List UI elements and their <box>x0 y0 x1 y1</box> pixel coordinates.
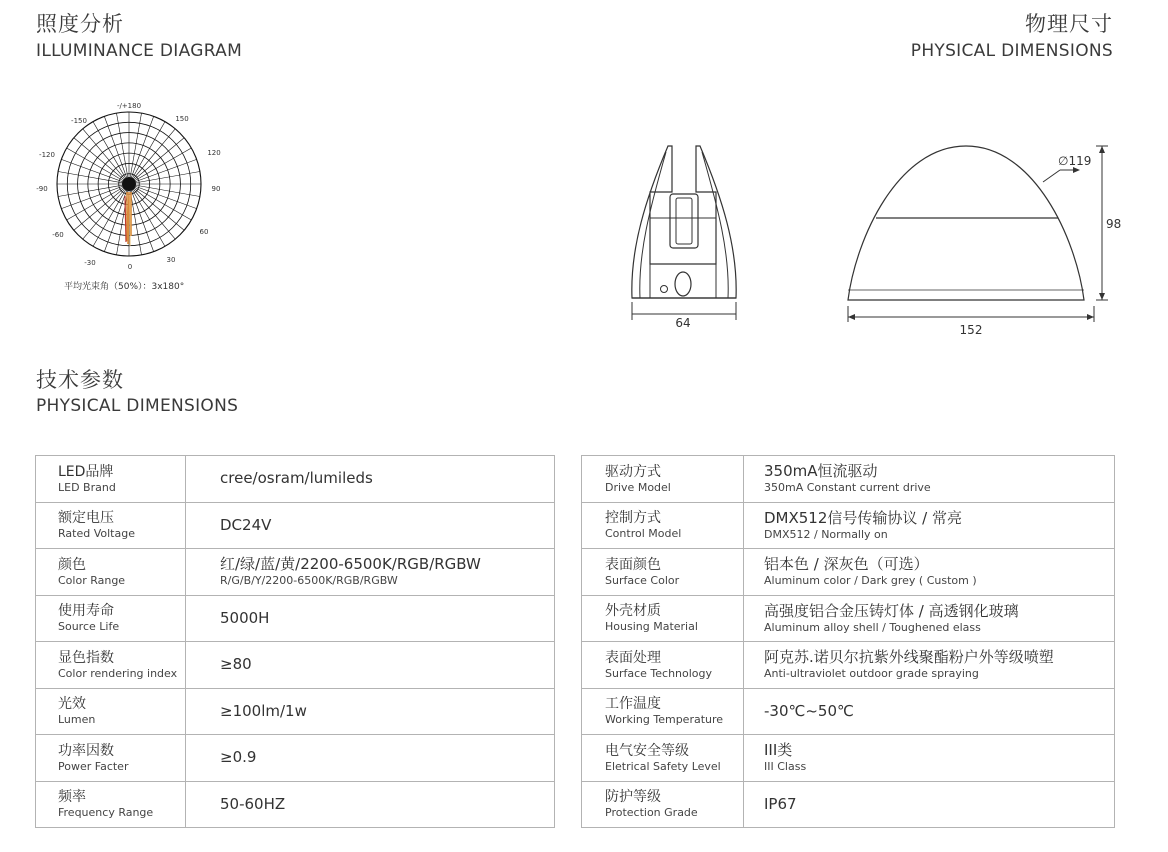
spec-table-right <box>581 455 1115 828</box>
spec-label-cn: 颜色 <box>58 556 86 573</box>
spec-label-cn: 频率 <box>58 789 86 806</box>
spec-value-en: Aluminum alloy shell / Toughened elass <box>764 620 981 634</box>
spec-label-cn: 电气安全等级 <box>605 742 689 759</box>
spec-label-en: Drive Model <box>605 480 671 494</box>
angle-label: -120 <box>39 151 55 159</box>
spec-value-cell <box>186 595 555 642</box>
spec-label-en: Protection Grade <box>605 806 698 820</box>
angle-label: -60 <box>52 231 64 239</box>
spec-value-cell <box>186 642 555 689</box>
spec-value-cell <box>744 688 1115 735</box>
spec-label-cell <box>582 595 744 642</box>
spec-label-en: Surface Color <box>605 573 680 587</box>
spec-label-cell <box>36 781 186 828</box>
spec-label-en: Control Model <box>605 527 682 541</box>
spec-value: ≥0.9 <box>220 748 257 767</box>
spec-label-cn: 防护等级 <box>605 789 661 806</box>
spec-value: DC24V <box>220 515 272 534</box>
spec-label-cell <box>582 735 744 782</box>
angle-label: 150 <box>175 115 189 123</box>
spec-value-cell <box>186 688 555 735</box>
angle-label: 60 <box>199 228 209 236</box>
spec-row <box>36 595 555 642</box>
spec-value-cell <box>186 549 555 596</box>
spec-label-cell <box>582 688 744 735</box>
angle-label: -/+180 <box>116 102 142 110</box>
spec-value: 高强度铝合金压铸灯体 / 高透钢化玻璃 <box>764 601 1019 620</box>
tech-title-en: PHYSICAL DIMENSIONS <box>36 396 239 416</box>
spec-label-en: Eletrical Safety Level <box>605 759 721 773</box>
dim-diameter-label: ∅119 <box>1058 154 1092 168</box>
spec-row <box>36 549 555 596</box>
spec-label-cn: 工作温度 <box>605 696 661 713</box>
angle-label: -90 <box>36 185 48 193</box>
spec-value: 铝本色 / 深灰色（可选） <box>764 555 929 574</box>
spec-label-cell <box>36 735 186 782</box>
angle-label: 90 <box>211 185 221 193</box>
spec-label-cn: 表面处理 <box>605 649 661 666</box>
spec-label-cell <box>582 642 744 689</box>
polar-grid <box>57 112 201 256</box>
illuminance-title-cn: 照度分析 <box>36 12 124 36</box>
spec-row <box>582 781 1115 828</box>
spec-label-cell <box>582 502 744 549</box>
beam-angle-caption: 平均光束角（50%）：3x180° <box>64 282 185 292</box>
spec-value-cell <box>186 456 555 503</box>
side-view-drawing <box>624 138 744 338</box>
spec-value: III类 <box>764 741 793 760</box>
spec-value-en: III Class <box>764 760 807 774</box>
spec-label-en: Power Facter <box>58 759 129 773</box>
spec-value: 5000H <box>220 608 270 627</box>
spec-value: -30℃~50℃ <box>764 701 854 720</box>
spec-label-en: Lumen <box>58 713 96 727</box>
dim-width-label: 64 <box>675 316 691 330</box>
spec-label-cell <box>36 642 186 689</box>
spec-label-en: Working Temperature <box>605 713 724 727</box>
spec-label-cn: 驱动方式 <box>605 463 661 480</box>
spec-value: cree/osram/lumileds <box>220 469 373 488</box>
spec-label-en: Housing Material <box>605 620 698 634</box>
spec-value-cell <box>186 781 555 828</box>
spec-value: 350mA恒流驱动 <box>764 462 878 481</box>
spec-value-cell <box>744 735 1115 782</box>
spec-label-cn: 显色指数 <box>58 649 114 666</box>
angle-label: 0 <box>127 263 133 271</box>
spec-row <box>582 735 1115 782</box>
angle-label: -30 <box>84 259 96 267</box>
illuminance-title-en: ILLUMINANCE DIAGRAM <box>36 41 243 61</box>
spec-value: IP67 <box>764 794 797 813</box>
spec-label-en: Rated Voltage <box>58 527 135 541</box>
spec-label-cell <box>582 456 744 503</box>
spec-value-en: 350mA Constant current drive <box>764 481 931 495</box>
spec-row <box>582 549 1115 596</box>
spec-label-en: Surface Technology <box>605 666 713 680</box>
illuminance-polar-diagram <box>34 96 234 296</box>
spec-row <box>582 595 1115 642</box>
spec-label-en: LED Brand <box>58 480 116 494</box>
angle-label: -150 <box>71 117 87 125</box>
spec-row <box>36 502 555 549</box>
spec-table-left <box>35 455 555 828</box>
angle-label: 30 <box>166 256 176 264</box>
polar-hub <box>122 177 136 191</box>
spec-value: ≥100lm/1w <box>220 701 307 720</box>
spec-value: 阿克苏.诺贝尔抗紫外线聚酯粉户外等级喷塑 <box>764 648 1054 667</box>
spec-label-cn: 表面颜色 <box>605 556 661 573</box>
spec-value-cell <box>744 595 1115 642</box>
spec-value-en: Aluminum color / Dark grey ( Custom ) <box>764 574 977 588</box>
spec-label-en: Color Range <box>58 573 126 587</box>
spec-label-cn: 使用寿命 <box>58 603 114 620</box>
spec-row <box>36 735 555 782</box>
spec-value-cell <box>744 549 1115 596</box>
spec-value-cell <box>744 456 1115 503</box>
spec-value-cell <box>744 781 1115 828</box>
physical-title-en: PHYSICAL DIMENSIONS <box>910 41 1113 61</box>
spec-label-cn: 控制方式 <box>605 510 661 527</box>
spec-row <box>582 456 1115 503</box>
spec-value-cell <box>186 735 555 782</box>
spec-label-cn: 外壳材质 <box>605 603 661 620</box>
spec-label-cn: 光效 <box>58 696 86 713</box>
spec-label-cell <box>36 688 186 735</box>
spec-label-cn: LED品牌 <box>58 463 114 480</box>
spec-label-cell <box>36 502 186 549</box>
spec-value: 50-60HZ <box>220 794 286 813</box>
spec-value-cell <box>744 642 1115 689</box>
spec-row <box>582 642 1115 689</box>
spec-row <box>582 688 1115 735</box>
spec-value-cell <box>744 502 1115 549</box>
spec-value: DMX512信号传输协议 / 常亮 <box>764 508 962 527</box>
front-view-drawing <box>838 138 1138 338</box>
spec-label-cn: 额定电压 <box>58 510 114 527</box>
spec-label-cell <box>582 781 744 828</box>
spec-row <box>582 502 1115 549</box>
angle-label: 120 <box>207 149 221 157</box>
spec-label-cn: 功率因数 <box>58 742 114 759</box>
spec-row <box>36 456 555 503</box>
spec-value-en: DMX512 / Normally on <box>764 527 888 541</box>
tech-title-cn: 技术参数 <box>36 368 124 392</box>
spec-label-cell <box>36 595 186 642</box>
spec-row <box>36 688 555 735</box>
spec-label-en: Source Life <box>58 620 120 634</box>
spec-value-en: Anti-ultraviolet outdoor grade spraying <box>764 667 979 681</box>
spec-label-cell <box>582 549 744 596</box>
spec-value-en: R/G/B/Y/2200-6500K/RGB/RGBW <box>220 574 398 588</box>
spec-row <box>36 642 555 689</box>
dim-height-label: 98 <box>1106 217 1122 231</box>
spec-value: ≥80 <box>220 655 252 674</box>
spec-value-cell <box>186 502 555 549</box>
spec-label-en: Frequency Range <box>58 806 154 820</box>
spec-label-cell <box>36 456 186 503</box>
spec-label-cell <box>36 549 186 596</box>
dim-length-label: 152 <box>959 323 983 337</box>
physical-title-cn: 物理尺寸 <box>1025 12 1113 36</box>
spec-value: 红/绿/蓝/黄/2200-6500K/RGB/RGBW <box>220 555 481 574</box>
spec-label-en: Color rendering index <box>58 666 178 680</box>
spec-row <box>36 781 555 828</box>
